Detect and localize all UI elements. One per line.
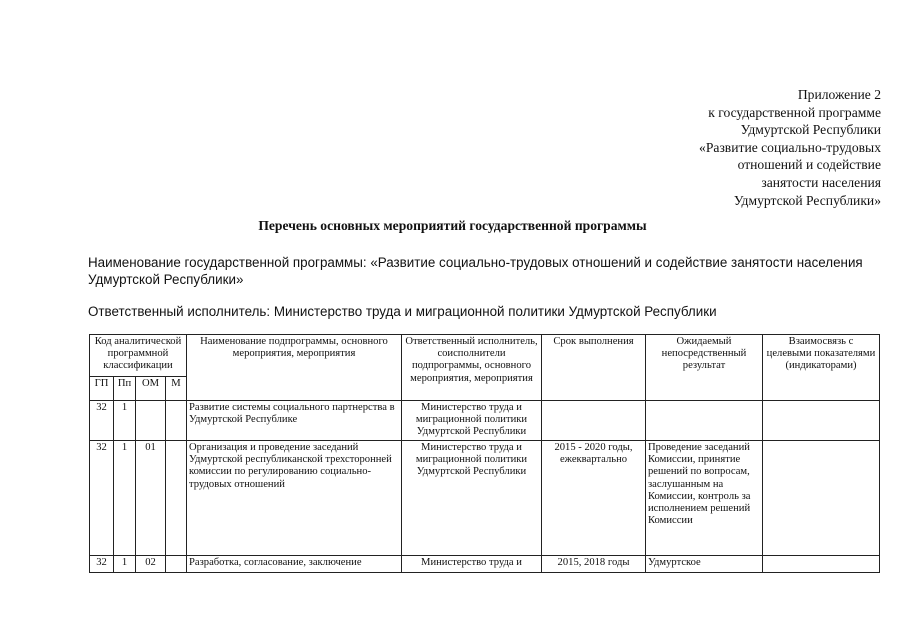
appendix-line: отношений и содействие [737,157,881,173]
cell-indicators [763,401,880,441]
header-gp: ГП [90,377,114,401]
header-om: ОМ [136,377,166,401]
cell-om: 01 [136,441,166,556]
cell-indicators [763,556,880,573]
header-name: Наименование подпрограммы, основного мероприятия, мероприятия [187,335,402,401]
cell-pp: 1 [114,441,136,556]
cell-name: Развитие системы социального партнерства в Удмуртской Республике [187,401,402,441]
header-term: Срок выполнения [542,335,646,401]
cell-om: 02 [136,556,166,573]
cell-m [166,401,187,441]
measures-table [89,334,880,573]
cell-gp: 32 [90,556,114,573]
header-m: М [166,377,187,401]
cell-result: Удмуртское [646,556,763,573]
table-row [90,556,880,573]
cell-m [166,556,187,573]
cell-executor: Министерство труда и [402,556,542,573]
appendix-line: Приложение 2 [797,87,881,102]
cell-gp: 32 [90,401,114,441]
header-executor: Ответственный исполнитель, соисполнители подпрограммы, основного мероприятия, мероприятия [402,335,542,401]
appendix-line: Удмуртской Республики» [733,192,881,208]
cell-om [136,401,166,441]
program-name: Наименование государственной программы: «Развитие социально-трудовых отношений и содействие занятости населения Удмуртской Республики» [88,255,863,287]
cell-result: Проведение заседаний Комиссии, принятие решений по вопросам, заслушанным на Комиссии, контроль за исполнением решений Комиссии [646,441,763,556]
appendix-line: «Развитие социально-трудовых [699,139,881,155]
appendix-header [699,86,881,209]
table-row [90,401,880,441]
document-title: Перечень основных мероприятий государственной программы [258,218,647,233]
cell-indicators [763,441,880,556]
header-result: Ожидаемый непосредственный результат [646,335,763,401]
responsible-executor: Ответственный исполнитель: Министерство труда и миграционной политики Удмуртской Республики [88,304,717,319]
cell-pp: 1 [114,401,136,441]
table-row [90,441,880,556]
cell-term [542,401,646,441]
header-indicators: Взаимосвязь с целевыми показателями (индикаторами) [763,335,880,401]
cell-term: 2015, 2018 годы [542,556,646,573]
appendix-line: Удмуртской Республики [740,122,881,138]
appendix-line: к государственной программе [708,104,881,120]
header-code: Код аналитической программной классификации [90,335,187,377]
cell-gp: 32 [90,441,114,556]
cell-pp: 1 [114,556,136,573]
cell-name: Разработка, согласование, заключение [187,556,402,573]
cell-term: 2015 - 2020 годы, ежеквартально [542,441,646,556]
cell-result [646,401,763,441]
cell-m [166,441,187,556]
cell-executor: Министерство труда и миграционной политики Удмуртской Республики [402,441,542,556]
cell-name: Организация и проведение заседаний Удмуртской республиканской трехсторонней комиссии по регулированию социально-трудовых отношений [187,441,402,556]
header-pp: Пп [114,377,136,401]
table-header-row [90,335,880,377]
appendix-line: занятости населения [761,174,881,190]
cell-executor: Министерство труда и миграционной политики Удмуртской Республики [402,401,542,441]
